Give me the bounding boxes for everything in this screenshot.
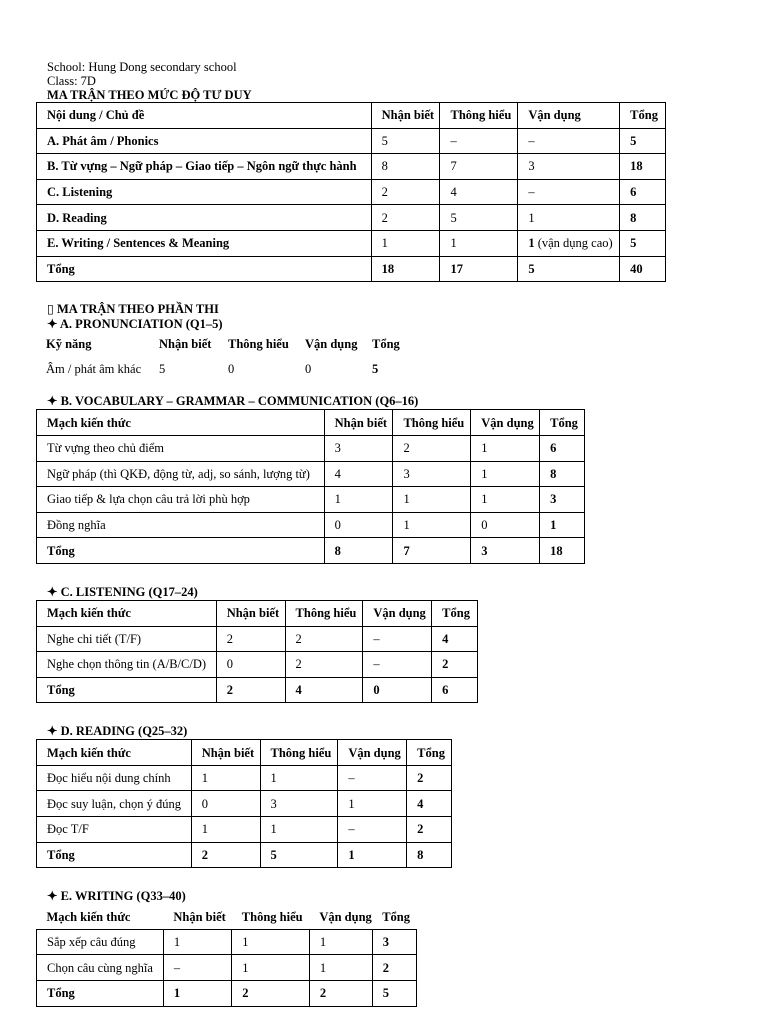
column-header: Nội dung / Chủ đề [37,103,372,129]
column-header: Thông hiểu [393,410,471,436]
value-text: 1 [528,236,535,251]
table-row [37,205,666,231]
topic-cell: Đọc hiểu nội dung chính [37,765,192,791]
total-cell: 8 [540,461,585,487]
table-row [37,929,417,955]
value-cell: 0 [228,362,235,377]
document-page [36,60,736,1007]
value-cell: 1 [309,955,372,981]
part-title: ▯ MA TRẬN THEO PHẦN THI [47,302,219,317]
total-cell: 4 [432,626,478,652]
value-cell: 5 [159,362,166,377]
column-header: Nhận biết [173,909,226,924]
value-cell: – [363,626,432,652]
value-cell: 1 [191,765,260,791]
value-cell: 2 [216,626,285,652]
value-cell: 1 [393,487,471,513]
total-cell: 2 [407,765,452,791]
column-header: Thông hiểu [285,600,363,626]
section-d-table [36,739,452,868]
table-row [37,461,585,487]
column-header: Vận dụng [319,909,372,924]
value-cell: – [338,817,407,843]
total-cell: 2 [407,817,452,843]
column-header: Nhận biết [371,103,440,129]
topic-cell: Sắp xếp câu đúng [37,929,164,955]
value-cell: – [363,652,432,678]
value-cell: – [163,955,231,981]
column-header: Vận dụng [518,103,620,129]
table-row [37,128,666,154]
section-b-table [36,409,585,564]
total-cell: 8 [620,205,666,231]
total-cell: 6 [620,179,666,205]
value-cell: 4 [440,179,518,205]
column-header: Nhận biết [216,600,285,626]
value-cell: 2 [285,626,363,652]
total-cell: 40 [620,256,666,282]
skill-cell: Âm / phát âm khác [46,362,142,377]
value-cell: 3 [471,538,540,564]
value-cell: 1 [518,205,620,231]
table-row-total [37,538,585,564]
value-cell: 1 [260,765,338,791]
value-cell: 1 [324,487,393,513]
value-cell: 2 [216,677,285,703]
column-header: Tổng [540,410,585,436]
value-cell: 0 [363,677,432,703]
table-row-total [37,842,452,868]
column-header: Mạch kiến thức [37,410,325,436]
value-cell: 5 [260,842,338,868]
table-header-row [37,103,666,129]
topic-cell: C. Listening [37,179,372,205]
table-row-total [37,256,666,282]
topic-cell: Tổng [37,538,325,564]
table-row [37,955,417,981]
topic-cell: A. Phát âm / Phonics [37,128,372,154]
column-header: Tổng [407,740,452,766]
value-cell: 3 [518,154,620,180]
topic-cell: Tổng [37,842,192,868]
value-cell: – [518,128,620,154]
value-cell: 1 [471,461,540,487]
column-header: Nhận biết [191,740,260,766]
total-cell: 2 [432,652,478,678]
value-cell: 5 [440,205,518,231]
column-header: Vận dụng [471,410,540,436]
value-cell: – [338,765,407,791]
column-header: Mạch kiến thức [37,600,217,626]
column-header: Nhận biết [324,410,393,436]
value-cell: 1 [338,842,407,868]
value-cell: 1 [191,817,260,843]
table-row [37,154,666,180]
total-cell: 3 [372,929,416,955]
value-cell: 7 [393,538,471,564]
total-cell: 18 [540,538,585,564]
value-cell: 3 [260,791,338,817]
table-header-row [36,332,402,357]
value-cell: 0 [324,512,393,538]
value-cell: 0 [216,652,285,678]
topic-cell: Đọc T/F [37,817,192,843]
topic-cell: Đọc suy luận, chọn ý đúng [37,791,192,817]
total-cell: 18 [620,154,666,180]
table-row [37,435,585,461]
value-cell: 2 [191,842,260,868]
total-cell: 4 [407,791,452,817]
value-cell: 2 [232,981,310,1007]
page-title: MA TRẬN THEO MỨC ĐỘ TƯ DUY [47,88,252,102]
total-cell: 1 [540,512,585,538]
total-cell: 5 [372,981,416,1007]
column-header: Tổng [432,600,478,626]
column-header: Mạch kiến thức [37,740,192,766]
section-b-title: ✦ B. VOCABULARY – GRAMMAR – COMMUNICATION (Q6–16) [47,394,419,409]
topic-cell: Chọn câu cùng nghĩa [37,955,164,981]
section-e-title: ✦ E. WRITING (Q33–40) [47,889,186,904]
column-header: Mạch kiến thức [46,909,131,924]
topic-cell: Ngữ pháp (thì QKĐ, động từ, adj, so sánh, lượng từ) [37,461,325,487]
value-cell: 5 [518,256,620,282]
value-cell: 1 [163,981,231,1007]
value-cell: 1 [260,817,338,843]
topic-cell: B. Từ vựng – Ngữ pháp – Giao tiếp – Ngôn ngữ thực hành [37,154,372,180]
table-row [37,791,452,817]
value-cell: 0 [305,362,312,377]
column-header: Tổng [620,103,666,129]
table-row [37,817,452,843]
total-cell: 6 [432,677,478,703]
section-c-table [36,600,478,703]
value-cell: 8 [371,154,440,180]
total-cell: 2 [372,955,416,981]
column-header: Kỹ năng [46,337,92,352]
section-c-title: ✦ C. LISTENING (Q17–24) [47,584,198,599]
value-cell: 0 [191,791,260,817]
column-header: Thông hiểu [260,740,338,766]
table-header-row [37,410,585,436]
value-cell: 3 [393,461,471,487]
column-header: Thông hiểu [241,909,303,924]
class-name: Class: 7D [47,74,96,88]
topic-cell: Tổng [37,981,164,1007]
value-cell: 2 [393,435,471,461]
section-d-title: ✦ D. READING (Q25–32) [47,724,188,739]
total-cell: 8 [407,842,452,868]
topic-cell: Đồng nghĩa [37,512,325,538]
value-cell: 2 [285,652,363,678]
topic-cell: Tổng [37,256,372,282]
value-cell: 17 [440,256,518,282]
column-header: Tổng [372,337,400,352]
total-cell: 5 [620,230,666,256]
section-e-table [36,904,417,1006]
section-a-title: ✦ A. PRONUNCIATION (Q1–5) [47,317,223,332]
table-header-row [37,740,452,766]
value-cell: 1 [232,929,310,955]
school-name: School: Hung Dong secondary school [47,60,237,74]
total-cell: 3 [540,487,585,513]
value-cell: 1 [371,230,440,256]
table-row-total [37,981,417,1007]
value-cell: 2 [371,179,440,205]
table-row [37,230,666,256]
topic-cell: Tổng [37,677,217,703]
topic-cell: D. Reading [37,205,372,231]
table-row [37,652,478,678]
value-cell: 1 [309,929,372,955]
value-cell: 1 [393,512,471,538]
value-cell: 18 [371,256,440,282]
column-header: Tổng [382,909,410,924]
column-header: Thông hiểu [440,103,518,129]
column-header: Vận dụng [338,740,407,766]
value-cell: 1 [440,230,518,256]
value-cell: 7 [440,154,518,180]
topic-cell: Giao tiếp & lựa chọn câu trả lời phù hợp [37,487,325,513]
topic-cell: Nghe chọn thông tin (A/B/C/D) [37,652,217,678]
table-row [37,487,585,513]
table-row [37,765,452,791]
value-note: (vận dụng cao) [537,236,613,251]
value-cell: 4 [324,461,393,487]
overview-table [36,102,666,282]
table-row [37,512,585,538]
value-cell: 2 [309,981,372,1007]
value-cell: 1 [163,929,231,955]
total-cell: 6 [540,435,585,461]
value-cell: – [518,179,620,205]
value-cell: 1 [471,487,540,513]
table-row [37,626,478,652]
value-cell: – [440,128,518,154]
topic-cell: Nghe chi tiết (T/F) [37,626,217,652]
table-row [37,179,666,205]
value-cell: 5 [371,128,440,154]
section-a-table [36,332,402,381]
value-cell: 0 [471,512,540,538]
column-header: Vận dụng [363,600,432,626]
value-cell: 1 [232,955,310,981]
value-cell: 8 [324,538,393,564]
table-header-row [37,600,478,626]
value-cell: 1 [471,435,540,461]
column-header: Vận dụng [305,337,358,352]
table-header-row [37,904,417,929]
table-row [36,357,402,382]
column-header: Thông hiểu [228,337,289,352]
topic-cell: E. Writing / Sentences & Meaning [37,230,372,256]
total-cell: 5 [372,362,379,377]
topic-cell: Từ vựng theo chủ điểm [37,435,325,461]
total-cell: 5 [620,128,666,154]
value-cell [518,230,620,256]
column-header: Nhận biết [159,337,212,352]
table-row-total [37,677,478,703]
value-cell: 4 [285,677,363,703]
value-cell: 3 [324,435,393,461]
value-cell: 2 [371,205,440,231]
value-cell: 1 [338,791,407,817]
